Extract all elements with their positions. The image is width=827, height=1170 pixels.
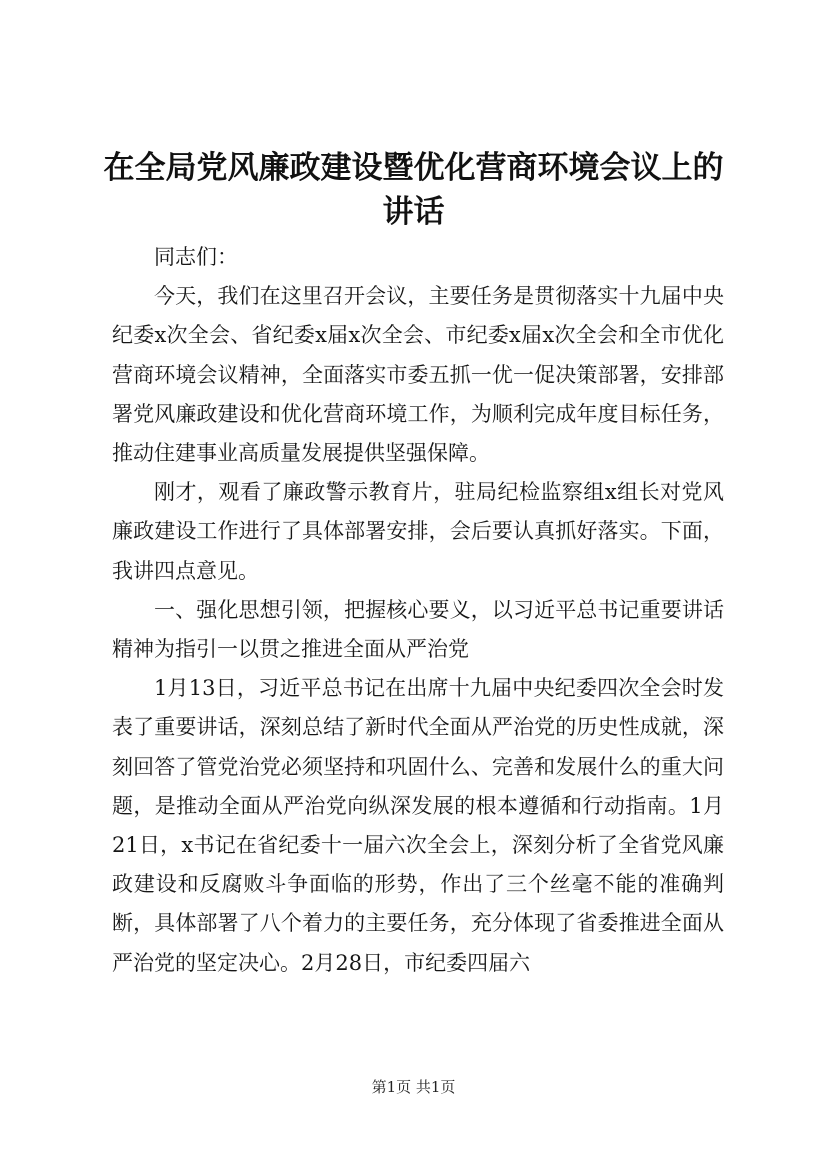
paragraph-section-1: 1月13日，习近平总书记在出席十九届中央纪委四次全会时发表了重要讲话，深刻总结了新时代全面从严治党的历史性成就，深刻回答了管党治党必须坚持和巩固什么、完善和发展什么的重大问题，是推动全面从严治党向纵深发展的根本遵循和行动指南。1月21日，x书记在省纪委十一届六次全会上，深刻分析了全省党风廉政建设和反腐败斗争面临的形势，作出了三个丝毫不能的准确判断，具体部署了八个着力的主要任务，充分体现了省委推进全面从严治党的坚定决心。2月28日，市纪委四届六	[112, 676, 724, 975]
paragraph-intro: 今天，我们在这里召开会议，主要任务是贯彻落实十九届中央纪委x次全会、省纪委x届x次全会、市纪委x届x次全会和全市优化营商环境会议精神，全面落实市委五抓一优一促决策部署，安排部署党风廉政建设和优化营商环境工作，为顺利完成年度目标任务，推动住建事业高质量发展提供坚强保障。	[112, 284, 724, 466]
document-title: 在全局党风廉政建设暨优化营商环境会议上的讲话	[103, 150, 724, 230]
document-body	[112, 238, 724, 983]
page-footer	[0, 1077, 827, 1097]
salutation: 同志们：	[154, 245, 238, 269]
section-heading-1: 一、强化思想引领，把握核心要义，以习近平总书记重要讲话精神为指引一以贯之推进全面从严治党	[112, 597, 724, 662]
paragraph-context: 刚才，观看了廉政警示教育片，驻局纪检监察组x组长对党风廉政建设工作进行了具体部署安排，会后要认真抓好落实。下面，我讲四点意见。	[112, 480, 724, 583]
page-number-label: 第1页 共1页	[371, 1078, 456, 1096]
